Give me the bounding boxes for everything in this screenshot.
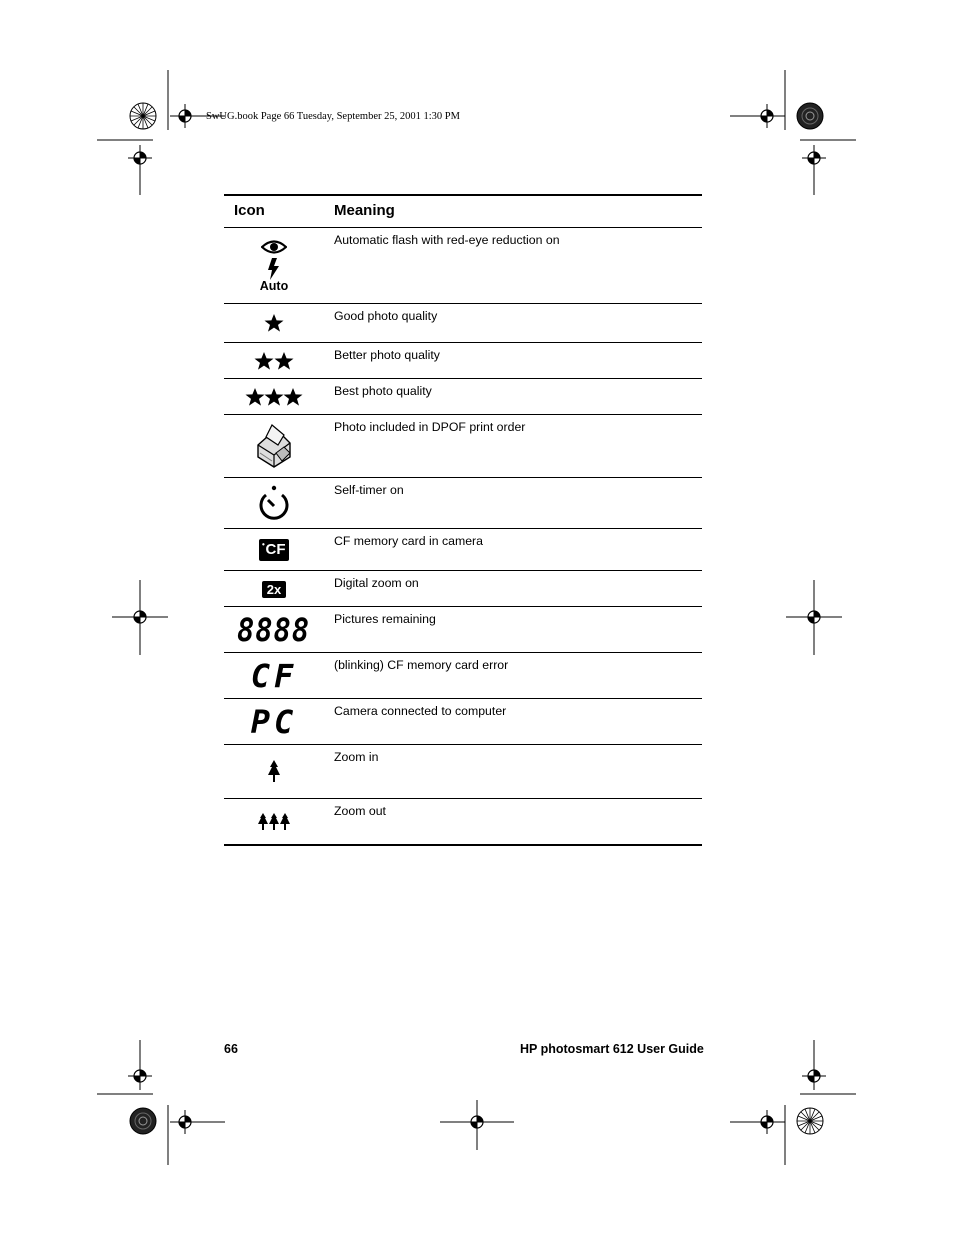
table-row bbox=[224, 570, 702, 608]
table-row bbox=[224, 652, 702, 698]
auto-label: Auto bbox=[259, 279, 289, 293]
meaning-text: Good photo quality bbox=[334, 309, 438, 323]
registration-burst-icon bbox=[797, 103, 823, 129]
table-top-rule bbox=[224, 194, 702, 196]
table-row bbox=[224, 342, 702, 378]
digital-zoom-icon bbox=[262, 581, 286, 598]
table-bottom-rule bbox=[224, 844, 702, 846]
meaning-text: (blinking) CF memory card error bbox=[334, 658, 509, 672]
registration-burst-icon bbox=[130, 1108, 156, 1134]
flash-icon bbox=[267, 258, 281, 280]
meaning-text: Digital zoom on bbox=[334, 576, 419, 590]
table-row bbox=[224, 414, 702, 477]
column-header-icon: Icon bbox=[234, 202, 265, 219]
table-row bbox=[224, 798, 702, 845]
meaning-text: Pictures remaining bbox=[334, 612, 436, 626]
meaning-text: Better photo quality bbox=[334, 348, 440, 362]
meaning-text: Zoom out bbox=[334, 804, 386, 818]
guide-title: HP photosmart 612 User Guide bbox=[520, 1042, 704, 1056]
table-row bbox=[224, 744, 702, 798]
table-row bbox=[224, 227, 702, 304]
meaning-text: Zoom in bbox=[334, 750, 379, 764]
zoom-in-tree-icon bbox=[267, 760, 281, 784]
meaning-text: Automatic flash with red-eye reduction on bbox=[334, 233, 560, 247]
segment-display-icon: 8888 bbox=[237, 610, 311, 649]
registration-burst-icon bbox=[130, 103, 156, 129]
page-number: 66 bbox=[224, 1042, 238, 1056]
red-eye-flash-auto-icon bbox=[260, 239, 288, 293]
table-row bbox=[224, 528, 702, 570]
dpof-print-icon bbox=[254, 423, 294, 469]
table-row bbox=[224, 698, 702, 744]
digital-zoom-label: 2x bbox=[266, 582, 282, 597]
meaning-text: Camera connected to computer bbox=[334, 704, 507, 718]
cf-card-icon: • CF bbox=[259, 539, 289, 561]
segment-pc-icon: PC bbox=[250, 702, 298, 741]
eye-icon bbox=[261, 239, 287, 255]
cf-card-label: CF bbox=[265, 541, 286, 558]
meaning-text: Best photo quality bbox=[334, 384, 432, 398]
print-slug: SwUG.book Page 66 Tuesday, September 25, 2001 1:30 PM bbox=[206, 111, 460, 122]
meaning-text: Photo included in DPOF print order bbox=[334, 420, 526, 434]
meaning-text: CF memory card in camera bbox=[334, 534, 483, 548]
registration-burst-icon bbox=[797, 1108, 823, 1134]
table-row bbox=[224, 378, 702, 414]
column-header-meaning: Meaning bbox=[334, 202, 395, 219]
zoom-out-trees-icon bbox=[258, 812, 290, 832]
table-row bbox=[224, 303, 702, 342]
table-row bbox=[224, 606, 702, 652]
three-star-icon bbox=[245, 387, 303, 407]
segment-cf-error-icon: CF bbox=[250, 656, 298, 695]
meaning-text: Self-timer on bbox=[334, 483, 404, 497]
self-timer-icon bbox=[257, 485, 291, 521]
two-star-icon bbox=[254, 351, 294, 371]
one-star-icon bbox=[264, 313, 284, 333]
table-row bbox=[224, 477, 702, 528]
